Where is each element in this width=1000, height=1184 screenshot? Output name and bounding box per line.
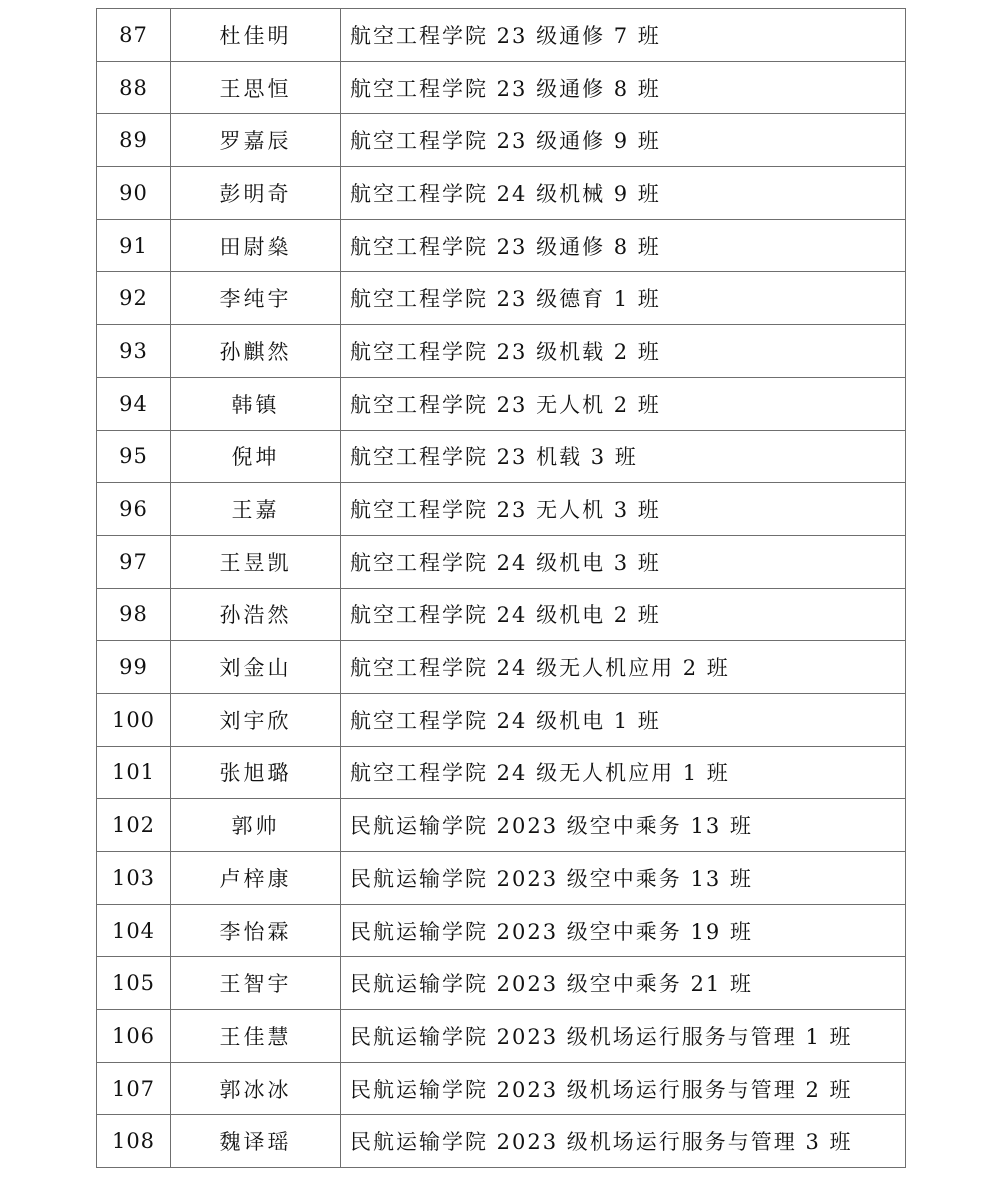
- table-row: [97, 219, 906, 272]
- student-name: 罗嘉辰: [171, 114, 341, 167]
- row-number: 89: [97, 114, 171, 167]
- row-number: 101: [97, 746, 171, 799]
- student-name: 刘宇欣: [171, 693, 341, 746]
- student-name: 魏译瑶: [171, 1115, 341, 1168]
- student-name: 孙麒然: [171, 325, 341, 378]
- class-name: 航空工程学院 23 无人机 3 班: [341, 483, 906, 536]
- class-name: 民航运输学院 2023 级空中乘务 19 班: [341, 904, 906, 957]
- student-name: 孙浩然: [171, 588, 341, 641]
- table-row: [97, 799, 906, 852]
- table-row: [97, 1115, 906, 1168]
- row-number: 90: [97, 167, 171, 220]
- student-name: 彭明奇: [171, 167, 341, 220]
- class-name: 航空工程学院 23 级通修 8 班: [341, 219, 906, 272]
- table-row: [97, 1010, 906, 1063]
- class-name: 航空工程学院 23 无人机 2 班: [341, 377, 906, 430]
- class-name: 航空工程学院 24 级机电 3 班: [341, 535, 906, 588]
- row-number: 87: [97, 9, 171, 62]
- table-row: [97, 483, 906, 536]
- row-number: 108: [97, 1115, 171, 1168]
- row-number: 103: [97, 852, 171, 905]
- student-name: 郭帅: [171, 799, 341, 852]
- row-number: 98: [97, 588, 171, 641]
- student-name: 张旭璐: [171, 746, 341, 799]
- table-row: [97, 377, 906, 430]
- class-name: 航空工程学院 24 级无人机应用 2 班: [341, 641, 906, 694]
- class-name: 民航运输学院 2023 级机场运行服务与管理 2 班: [341, 1062, 906, 1115]
- student-name: 杜佳明: [171, 9, 341, 62]
- class-name: 航空工程学院 23 级通修 7 班: [341, 9, 906, 62]
- table-row: [97, 430, 906, 483]
- row-number: 94: [97, 377, 171, 430]
- row-number: 91: [97, 219, 171, 272]
- roster-body: [97, 9, 906, 1168]
- student-name: 倪坤: [171, 430, 341, 483]
- student-name: 李纯宇: [171, 272, 341, 325]
- table-row: [97, 641, 906, 694]
- class-name: 民航运输学院 2023 级机场运行服务与管理 1 班: [341, 1010, 906, 1063]
- row-number: 106: [97, 1010, 171, 1063]
- class-name: 航空工程学院 24 级无人机应用 1 班: [341, 746, 906, 799]
- row-number: 105: [97, 957, 171, 1010]
- student-name: 王智宇: [171, 957, 341, 1010]
- row-number: 107: [97, 1062, 171, 1115]
- class-name: 航空工程学院 23 级德育 1 班: [341, 272, 906, 325]
- student-name: 王昱凯: [171, 535, 341, 588]
- row-number: 93: [97, 325, 171, 378]
- student-name: 田尉燊: [171, 219, 341, 272]
- table-row: [97, 9, 906, 62]
- row-number: 104: [97, 904, 171, 957]
- table-row: [97, 272, 906, 325]
- row-number: 88: [97, 61, 171, 114]
- student-roster-table: [96, 8, 906, 1168]
- table-row: [97, 904, 906, 957]
- class-name: 航空工程学院 24 级机械 9 班: [341, 167, 906, 220]
- class-name: 航空工程学院 24 级机电 2 班: [341, 588, 906, 641]
- row-number: 97: [97, 535, 171, 588]
- student-name: 李怡霖: [171, 904, 341, 957]
- row-number: 92: [97, 272, 171, 325]
- table-row: [97, 957, 906, 1010]
- row-number: 96: [97, 483, 171, 536]
- row-number: 95: [97, 430, 171, 483]
- table-row: [97, 535, 906, 588]
- student-name: 王思恒: [171, 61, 341, 114]
- class-name: 航空工程学院 23 机载 3 班: [341, 430, 906, 483]
- row-number: 102: [97, 799, 171, 852]
- table-row: [97, 746, 906, 799]
- table-row: [97, 588, 906, 641]
- table-row: [97, 325, 906, 378]
- class-name: 民航运输学院 2023 级机场运行服务与管理 3 班: [341, 1115, 906, 1168]
- student-name: 郭冰冰: [171, 1062, 341, 1115]
- class-name: 航空工程学院 23 级通修 9 班: [341, 114, 906, 167]
- row-number: 99: [97, 641, 171, 694]
- row-number: 100: [97, 693, 171, 746]
- class-name: 民航运输学院 2023 级空中乘务 13 班: [341, 799, 906, 852]
- class-name: 民航运输学院 2023 级空中乘务 13 班: [341, 852, 906, 905]
- student-name: 刘金山: [171, 641, 341, 694]
- table-row: [97, 114, 906, 167]
- table-row: [97, 61, 906, 114]
- table-row: [97, 852, 906, 905]
- student-name: 韩镇: [171, 377, 341, 430]
- table-row: [97, 693, 906, 746]
- class-name: 民航运输学院 2023 级空中乘务 21 班: [341, 957, 906, 1010]
- class-name: 航空工程学院 24 级机电 1 班: [341, 693, 906, 746]
- student-name: 王佳慧: [171, 1010, 341, 1063]
- student-name: 王嘉: [171, 483, 341, 536]
- class-name: 航空工程学院 23 级通修 8 班: [341, 61, 906, 114]
- class-name: 航空工程学院 23 级机载 2 班: [341, 325, 906, 378]
- table-row: [97, 167, 906, 220]
- student-name: 卢梓康: [171, 852, 341, 905]
- table-row: [97, 1062, 906, 1115]
